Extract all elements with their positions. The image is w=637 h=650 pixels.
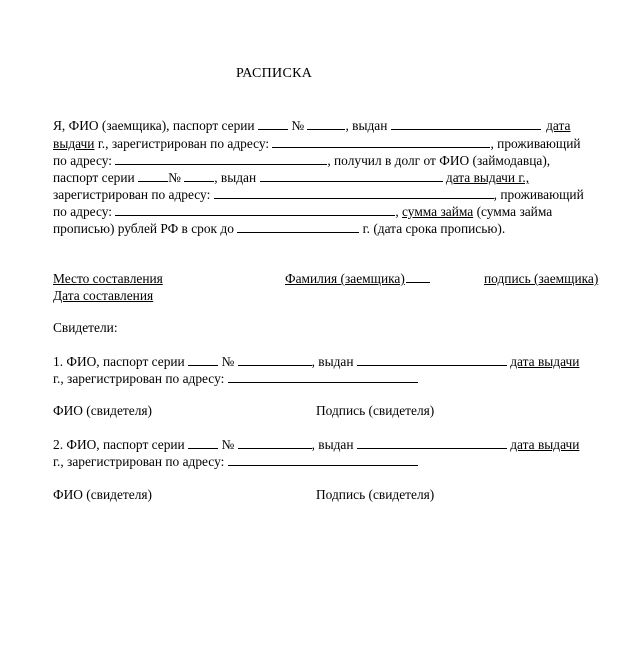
residing-text: , проживающий — [490, 136, 581, 151]
body-line-4 — [53, 170, 529, 186]
passport-series-blank — [258, 118, 288, 130]
borrower-surname-field — [285, 271, 430, 287]
residence-address-blank — [115, 153, 327, 165]
body-line-5 — [53, 187, 584, 203]
address-text: по адресу: — [53, 153, 112, 168]
issued-text: , выдан — [345, 118, 388, 133]
lender-number-blank — [184, 170, 214, 182]
witness-address-blank — [228, 371, 418, 383]
witness-issued-by-blank — [357, 354, 507, 366]
borrower-surname-blank — [406, 271, 430, 283]
due-date-blank — [237, 221, 359, 233]
registered-text: г., зарегистрирован по адресу: — [97, 136, 270, 151]
witness-2-fio-label: ФИО (свидетеля) — [53, 487, 153, 502]
witness-registered-text: г., зарегистрирован по адресу: — [53, 371, 225, 386]
lender-registered-text: зарегистрирован по адресу: — [53, 187, 211, 202]
witness-series-blank — [188, 354, 218, 366]
body-line-6 — [53, 204, 552, 220]
issued-by-blank — [391, 118, 541, 130]
borrower-signature-label: подпись (заемщика) — [484, 271, 599, 286]
body-line-3 — [53, 153, 550, 169]
body-line-7 — [53, 221, 505, 237]
comma: , — [395, 204, 399, 219]
residing-text: , проживающий — [493, 187, 584, 202]
witness-1-line-1 — [53, 354, 579, 370]
lender-passport-text: паспорт серии — [53, 170, 135, 185]
lender-issue-date-label: дата выдачи г., — [445, 170, 530, 185]
issue-date-label-cont: выдачи — [53, 136, 95, 151]
witness-issued-by-blank — [357, 437, 507, 449]
borrower-intro-text: Я, ФИО (заемщика), паспорт серии — [53, 118, 255, 133]
witness-series-blank — [188, 437, 218, 449]
document-title: РАСПИСКА — [236, 66, 313, 81]
date-of-drafting-label: Дата составления — [53, 288, 154, 303]
number-sign: № — [291, 118, 305, 133]
witness-number-blank — [238, 437, 312, 449]
issue-date-label: дата — [546, 118, 571, 133]
issued-text: , выдан — [311, 437, 354, 452]
witness-number-blank — [238, 354, 312, 366]
lender-series-blank — [138, 170, 168, 182]
issued-text: , выдан — [311, 354, 354, 369]
witness-2-line-1 — [53, 437, 579, 453]
witnesses-heading: Свидетели: — [53, 320, 118, 335]
loan-amount-words-text: (сумма займа — [476, 204, 553, 219]
witness-address-blank — [228, 454, 418, 466]
witness-issue-date-label: дата выдачи — [510, 437, 580, 452]
witness-registered-text: г., зарегистрирован по адресу: — [53, 454, 225, 469]
witness-issue-date-label: дата выдачи — [510, 354, 580, 369]
loan-amount-label: сумма займа — [402, 204, 474, 219]
lender-issued-by-blank — [260, 170, 443, 182]
due-date-words-text: г. (дата срока прописью). — [362, 221, 506, 236]
issued-text: , выдан — [214, 170, 257, 185]
witness-passport-text: 2. ФИО, паспорт серии — [53, 437, 185, 452]
address-text: по адресу: — [53, 204, 112, 219]
place-of-drafting-label: Место составления — [53, 271, 163, 286]
body-line-2 — [53, 136, 581, 152]
witness-2-signature-label: Подпись (свидетеля) — [316, 487, 435, 502]
due-date-text: прописью) рублей РФ в срок до — [53, 221, 234, 236]
number-sign: № — [221, 437, 235, 452]
received-loan-text: , получил в долг от ФИО (займодавца), — [327, 153, 551, 168]
number-sign: № — [168, 170, 181, 185]
body-line-1 — [53, 118, 570, 134]
number-sign: № — [221, 354, 235, 369]
lender-residence-blank — [115, 204, 395, 216]
passport-number-blank — [307, 118, 345, 130]
borrower-surname-label: Фамилия (заемщика) — [285, 271, 405, 286]
witness-1-line-2 — [53, 371, 418, 387]
witness-1-signature-label: Подпись (свидетеля) — [316, 403, 435, 418]
witness-1-fio-label: ФИО (свидетеля) — [53, 403, 153, 418]
registration-address-blank — [272, 136, 490, 148]
lender-registration-blank — [214, 187, 494, 199]
witness-2-line-2 — [53, 454, 418, 470]
witness-passport-text: 1. ФИО, паспорт серии — [53, 354, 185, 369]
